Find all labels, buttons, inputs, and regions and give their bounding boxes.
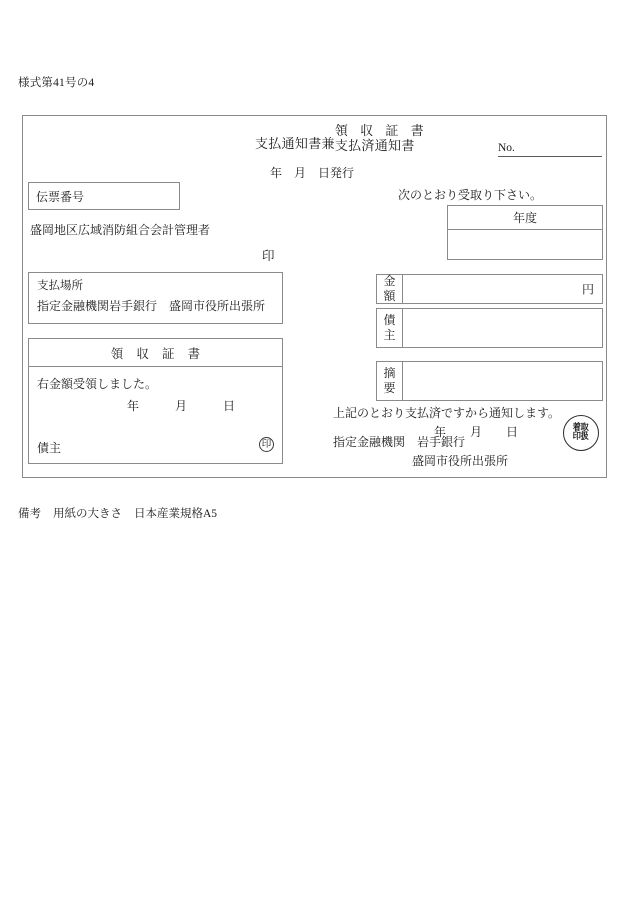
form-title-paid-notice: 支払済通知書 xyxy=(334,137,415,153)
debtor-label-char-1: 債 xyxy=(383,313,396,327)
remarks-row xyxy=(377,362,602,400)
debtor-row xyxy=(377,309,602,347)
document-number-label: No. xyxy=(498,142,515,154)
document-number-field[interactable] xyxy=(498,143,602,157)
issue-date-line: 年 月 日発行 xyxy=(270,166,355,180)
amount-unit: 円 xyxy=(581,282,594,297)
handler-seal-char-1: 着 xyxy=(573,423,581,433)
payment-notice-statement: 上記のとおり支払済ですから通知します。 xyxy=(333,406,561,420)
payment-place-box xyxy=(28,272,283,324)
form-title-main: 支払通知書兼 xyxy=(255,136,335,152)
seal-icon: 印 xyxy=(262,249,275,263)
fiscal-year-label: 年度 xyxy=(448,206,602,230)
receipt-debtor-label: 債主 xyxy=(37,441,62,455)
slip-number-label: 伝票番号 xyxy=(36,190,85,204)
footer-remark-item: 用紙の大きさ xyxy=(53,508,122,520)
debtor-label-char-2: 主 xyxy=(383,328,396,342)
footer-remark-value: 日本産業規格A5 xyxy=(134,508,218,520)
receipt-statement: 右金額受領しました。 xyxy=(37,377,158,391)
designated-bank-name: 岩手銀行 xyxy=(417,435,466,449)
remarks-label-char-2: 要 xyxy=(383,381,396,395)
footer-remark-label: 備考 xyxy=(18,508,41,520)
footer-remark xyxy=(18,505,217,521)
receive-instruction-text: 次のとおり受取り下さい。 xyxy=(398,188,543,202)
receipt-heading: 領 収 証 書 xyxy=(29,339,282,367)
designated-bank-label: 指定金融機関 xyxy=(333,435,406,449)
debtor-label xyxy=(377,309,403,347)
payment-place-label: 支払場所 xyxy=(37,280,83,292)
remarks-box[interactable] xyxy=(376,361,603,401)
accounting-manager-label: 盛岡地区広域消防組合会計管理者 xyxy=(30,223,211,237)
form-title-stack xyxy=(335,124,428,153)
amount-value[interactable] xyxy=(403,275,602,303)
debtor-seal-icon: 印 xyxy=(259,437,274,452)
form-title-receipt: 領 収 証 書 xyxy=(334,123,429,138)
receipt-body xyxy=(29,367,282,464)
payment-notice-date-line[interactable]: 年 月 日 xyxy=(434,425,519,439)
handler-seal-char-2: 取 xyxy=(581,423,589,433)
debtor-box[interactable] xyxy=(376,308,603,348)
amount-row xyxy=(377,275,602,303)
handler-seal-char-4: 扱 xyxy=(581,432,589,442)
receipt-date-line[interactable]: 年 月 日 xyxy=(127,399,236,413)
handler-seal-row-bottom xyxy=(573,433,589,442)
amount-box[interactable] xyxy=(376,274,603,304)
amount-label xyxy=(377,275,403,303)
fiscal-year-value[interactable] xyxy=(448,230,602,260)
designated-bank-branch: 盛岡市役所出張所 xyxy=(412,454,509,468)
remarks-label xyxy=(377,362,403,400)
receipt-section xyxy=(28,338,283,464)
remarks-value[interactable] xyxy=(403,362,602,400)
remarks-label-char-1: 摘 xyxy=(383,366,396,380)
debtor-value[interactable] xyxy=(403,309,602,347)
amount-label-char-2: 額 xyxy=(383,289,396,303)
fiscal-year-box[interactable] xyxy=(447,205,603,260)
handler-seal-char-3: 印 xyxy=(573,432,581,442)
handler-seal-icon xyxy=(563,415,599,451)
payment-place-value: 指定金融機関岩手銀行 盛岡市役所出張所 xyxy=(37,299,266,313)
form-code-label: 様式第41号の4 xyxy=(18,77,95,89)
slip-number-box[interactable] xyxy=(28,182,180,210)
form-title xyxy=(255,124,428,153)
amount-label-char-1: 金 xyxy=(383,274,396,288)
designated-bank-line xyxy=(333,433,465,450)
